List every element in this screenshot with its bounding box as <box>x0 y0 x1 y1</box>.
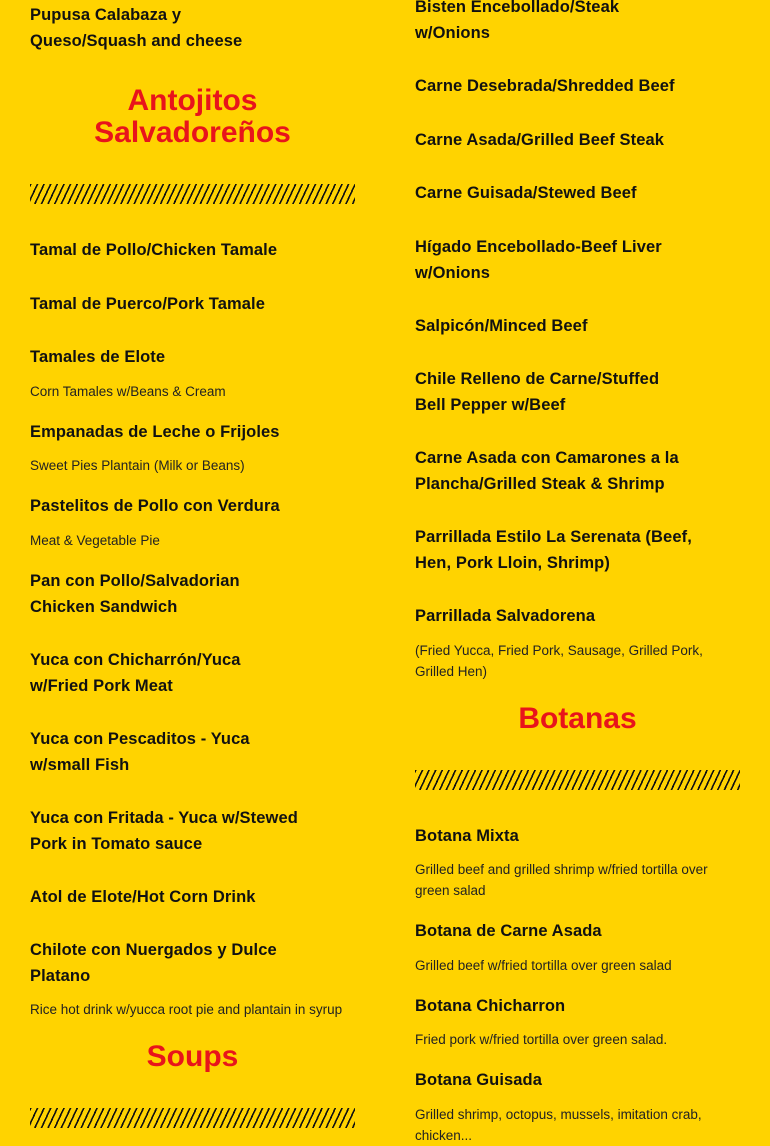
menu-item-description: Sweet Pies Plantain (Milk or Beans) <box>30 458 245 473</box>
menu-item-name: Pupusa Calabaza y Queso/Squash and cheese <box>30 6 243 50</box>
menu-item-description: Fried pork w/fried tortilla over green salad. <box>415 1032 668 1047</box>
stripe-divider <box>30 184 355 204</box>
menu-item-name: Chile Relleno de Carne/Stuffed Bell Pepper w/Beef <box>415 370 660 414</box>
stripe-divider <box>30 1108 355 1128</box>
menu-item-description: Grilled shrimp, octopus, mussels, imitation crab, chicken... <box>415 1107 702 1143</box>
menu-item-name: Bisten Encebollado/Steak w/Onions <box>415 0 620 42</box>
menu-item-description: Rice hot drink w/yucca root pie and plantain in syrup <box>30 1002 343 1017</box>
menu-item-name: Parrillada Estilo La Serenata (Beef, Hen, Pork Lloin, Shrimp) <box>415 528 692 572</box>
menu-item-name: Botana Guisada <box>415 1071 543 1089</box>
menu-item-name: Botana de Carne Asada <box>415 922 602 940</box>
menu-item-name: Yuca con Pescaditos - Yuca w/small Fish <box>30 730 250 774</box>
menu-item-name: Pan con Pollo/Salvadorian Chicken Sandwich <box>30 572 240 616</box>
menu-item-name: Botana Chicharron <box>415 997 566 1015</box>
menu-item-name: Parrillada Salvadorena <box>415 607 596 625</box>
menu-item-description: Corn Tamales w/Beans & Cream <box>30 384 226 399</box>
menu-item-description: Meat & Vegetable Pie <box>30 533 160 548</box>
section-title-botanas: Botanas <box>518 702 637 735</box>
menu-item-name: Hígado Encebollado-Beef Liver w/Onions <box>415 238 662 282</box>
menu-item-name: Atol de Elote/Hot Corn Drink <box>30 888 256 906</box>
menu-item-name: Tamales de Elote <box>30 348 166 366</box>
menu-item-name: Chilote con Nuergados y Dulce Platano <box>30 941 277 985</box>
menu-item-name: Tamal de Pollo/Chicken Tamale <box>30 241 278 259</box>
stripe-divider <box>415 770 740 790</box>
menu-item-name: Tamal de Puerco/Pork Tamale <box>30 295 266 313</box>
menu-item-name: Carne Desebrada/Shredded Beef <box>415 77 675 95</box>
menu-item-name: Botana Mixta <box>415 827 519 845</box>
menu-item-description: (Fried Yucca, Fried Pork, Sausage, Grilled Pork, Grilled Hen) <box>415 643 703 679</box>
menu-item-description: Grilled beef and grilled shrimp w/fried tortilla over green salad <box>415 862 708 898</box>
menu-item-name: Empanadas de Leche o Frijoles <box>30 423 280 441</box>
menu-item-name: Salpicón/Minced Beef <box>415 317 588 335</box>
section-title-antojitos: Antojitos Salvadoreños <box>94 84 291 149</box>
menu-item-name: Yuca con Fritada - Yuca w/Stewed Pork in Tomato sauce <box>30 809 298 853</box>
menu-item-name: Carne Guisada/Stewed Beef <box>415 184 637 202</box>
menu-item-description: Grilled beef w/fried tortilla over green salad <box>415 958 672 973</box>
menu-item-name: Carne Asada/Grilled Beef Steak <box>415 131 665 149</box>
menu-item-name: Pastelitos de Pollo con Verdura <box>30 497 280 515</box>
menu-item-name: Yuca con Chicharrón/Yuca w/Fried Pork Meat <box>30 651 241 695</box>
section-title-soups: Soups <box>146 1040 239 1073</box>
menu-item-name: Carne Asada con Camarones a la Plancha/Grilled Steak & Shrimp <box>415 449 679 493</box>
